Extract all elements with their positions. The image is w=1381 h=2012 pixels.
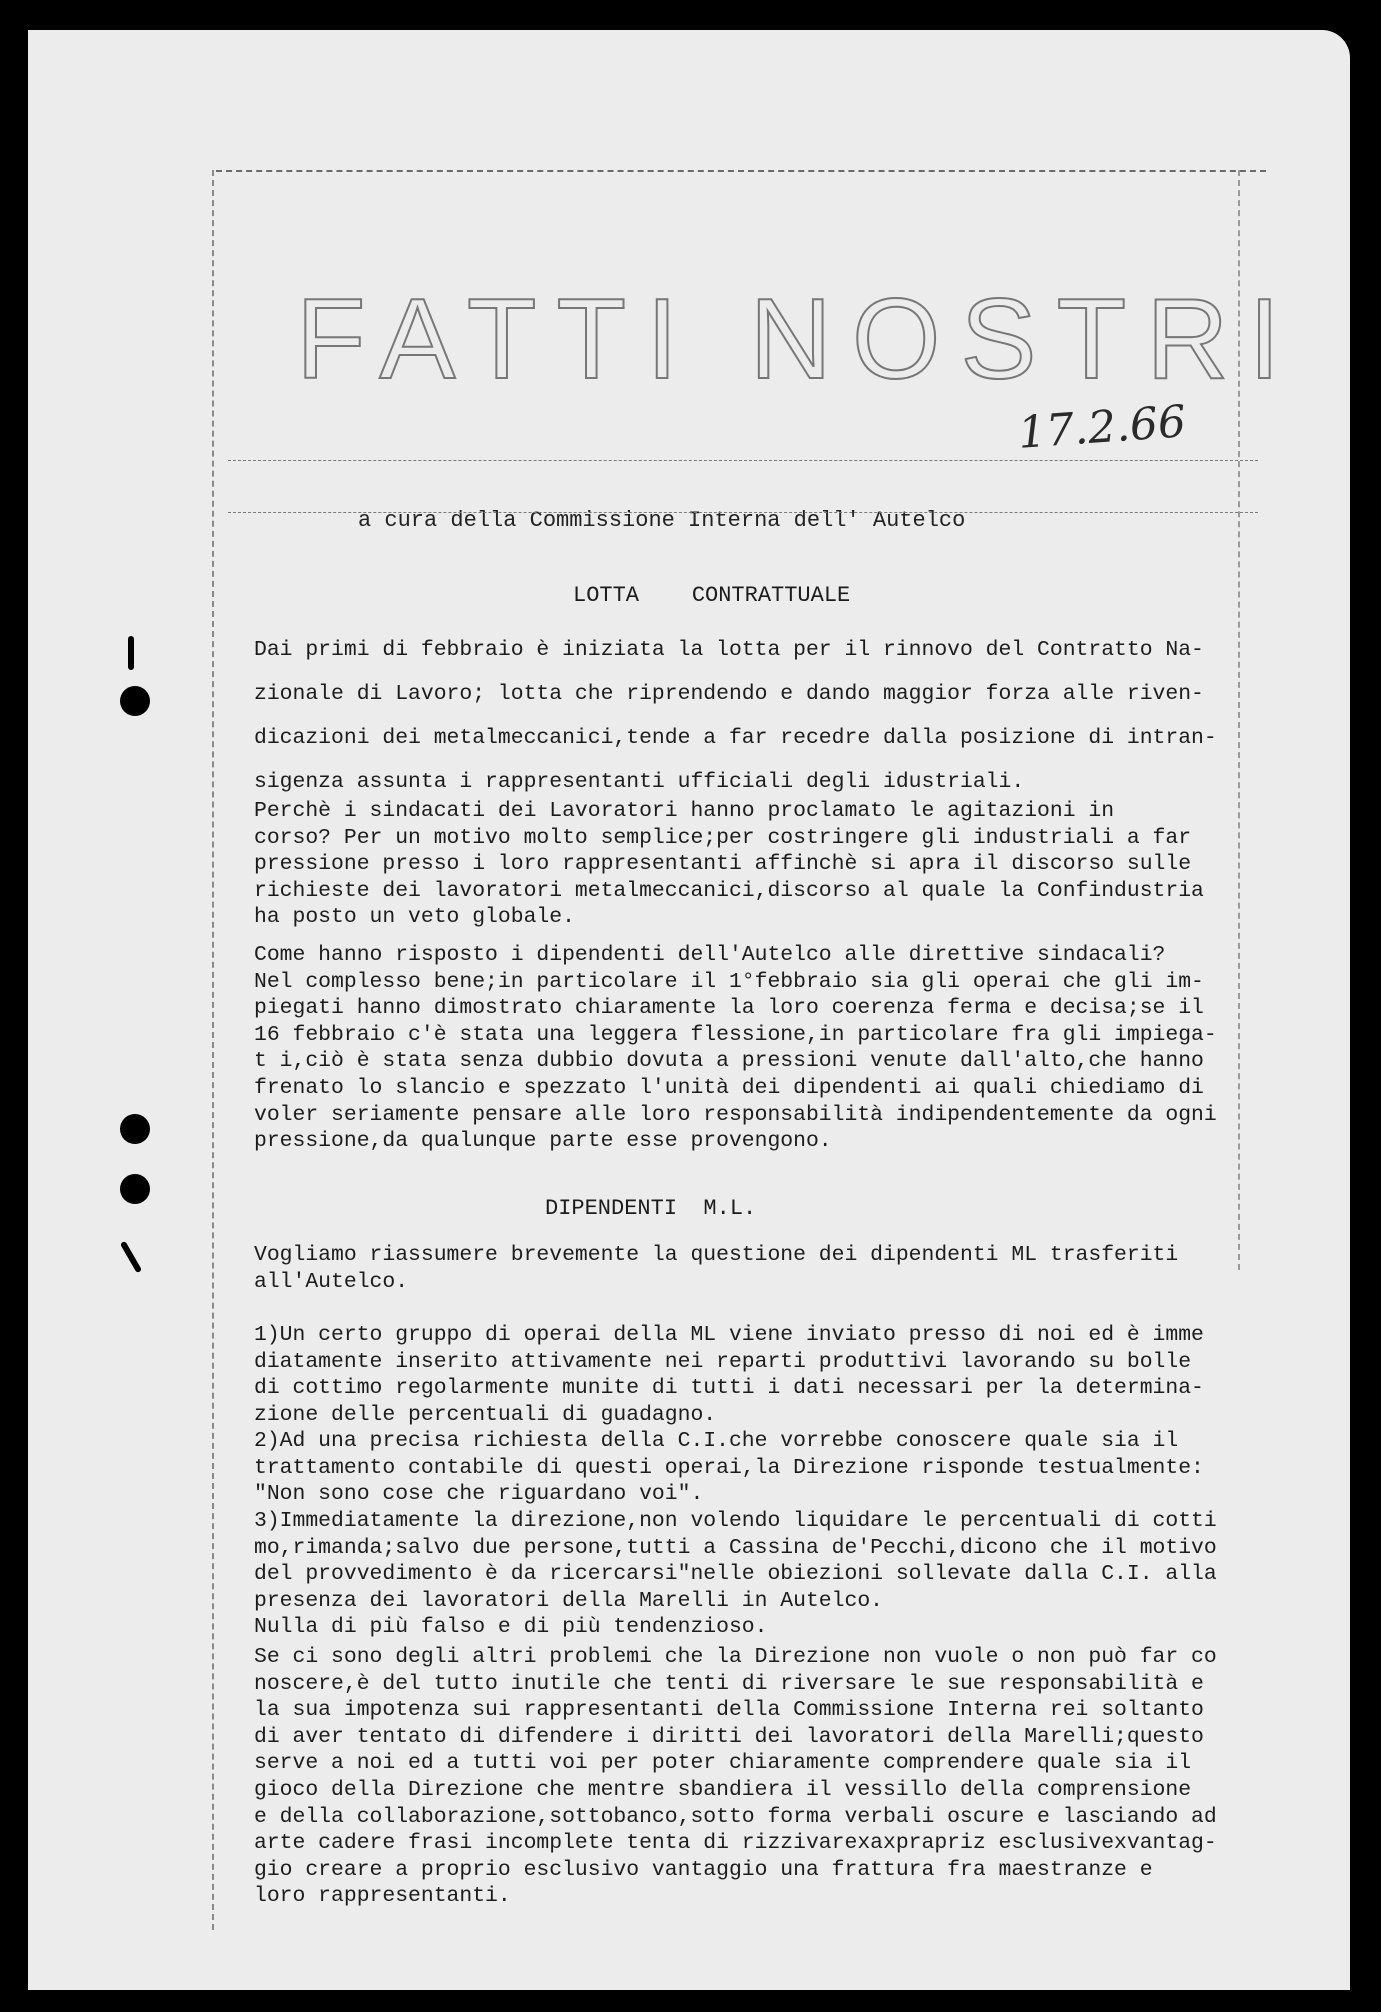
- numbered-point-3: 3)Immediatamente la direzione,non volendo liquidare le percentuali di cotti mo,rimanda;salvo due persone,tutti a Cassina de'Pecchi,dicono che il motivo del provvedimento è da ricercarsi"nelle obiezioni sollevate dalla C.I. alla presenza dei lavoratori della Marelli in Autelco.: [254, 1509, 1217, 1613]
- paragraph: Come hanno risposto i dipendenti dell'Autelco alle direttive sindacali? Nel complesso bene;in particolare il 1°febbraio sia gli operai che gli im- piegati hanno dimostrato chiaramente la loro coerenza ferma e decisa;se il 16 febbraio c'è stata una leggera flessione,in particolare fra gli impiega- t i,ciò è stata senza dubbio dovuta a pressioni venute dall'alto,che hanno frenato lo slancio e spezzato l'unità dei dipendenti ai quali chiediamo di voler seriamente pensare alle loro responsabilità indipendentemente da ogni pressione,da qualunque parte esse provengono.: [254, 943, 1217, 1154]
- divider-line: [228, 460, 1258, 461]
- punch-hole: [120, 1174, 150, 1204]
- numbered-point-2: 2)Ad una precisa richiesta della C.I.che vorrebbe conoscere quale sia il trattamento contabile di questi operai,la Direzione risponde testualmente: "Non sono cose che riguardano voi".: [254, 1429, 1204, 1507]
- numbered-point-1: 1)Un certo gruppo di operai della ML viene inviato presso di noi ed è imme diatamente inserito attivamente nei reparti produttivi lavorando su bolle di cottimo regolarmente munite di tutti i dati necessari per la determina- zione delle percentuali di guadagno.: [254, 1323, 1204, 1427]
- handwritten-date: 17.2.66: [1016, 396, 1188, 459]
- punch-hole: [120, 686, 150, 716]
- punch-mark: [128, 636, 134, 670]
- masthead-title: FATTI NOSTRI: [296, 276, 1301, 403]
- paragraph: Se ci sono degli altri problemi che la Direzione non vuole o non può far co noscere,è del tutto inutile che tenti di riversare le sue responsabilità e la sua impotenza sui rappresentanti della Commissione Interna rei soltanto di aver tentato di difendere i diritti dei lavoratori della Marelli;questo serve a noi ed a tutti voi per poter chiaramente comprendere quale sia il gioco della Direzione che mentre sbandiera il vessillo della comprensione e della collaborazione,sottobanco,sotto forma verbali oscure e lasciando ad arte cadere frasi incomplete tenta di rizzivarexaxprapriz esclusivexvantag- gio creare a proprio esclusivo vantaggio una frattura fra maestranze e loro rappresentanti.: [254, 1645, 1217, 1909]
- stencil-border-left: [212, 170, 214, 1930]
- paragraph: Dai primi di febbraio è iniziata la lotta per il rinnovo del Contratto Na- zionale di Lavoro; lotta che riprendendo e dando maggior forza alle riven- dicazioni dei metalmeccanici,tende a far recedre dalla posizione di intran- sigenza assunta i rappresentanti ufficiali degli idustriali.: [254, 638, 1217, 794]
- section-heading-dipendenti: DIPENDENTI M.L.: [545, 1196, 757, 1221]
- divider-line: [228, 512, 1258, 513]
- document-page: [28, 30, 1350, 1990]
- paragraph: Vogliamo riassumere brevemente la questione dei dipendenti ML trasferiti all'Autelco.: [254, 1243, 1179, 1294]
- stencil-border-top: [216, 170, 1266, 172]
- punch-hole: [120, 1114, 150, 1144]
- subtitle: a cura della Commissione Interna dell' Autelco: [358, 508, 966, 533]
- paragraph: Nulla di più falso e di più tendenzioso.: [254, 1615, 768, 1639]
- paragraph: Perchè i sindacati dei Lavoratori hanno proclamato le agitazioni in corso? Per un motivo molto semplice;per costringere gli industriali a far pressione presso i loro rappresentanti affinchè si apra il discorso sulle richieste dei lavoratori metalmeccanici,discorso al quale la Confindustria ha posto un veto globale.: [254, 799, 1204, 930]
- section-heading-lotta: LOTTA CONTRATTUALE: [573, 583, 851, 608]
